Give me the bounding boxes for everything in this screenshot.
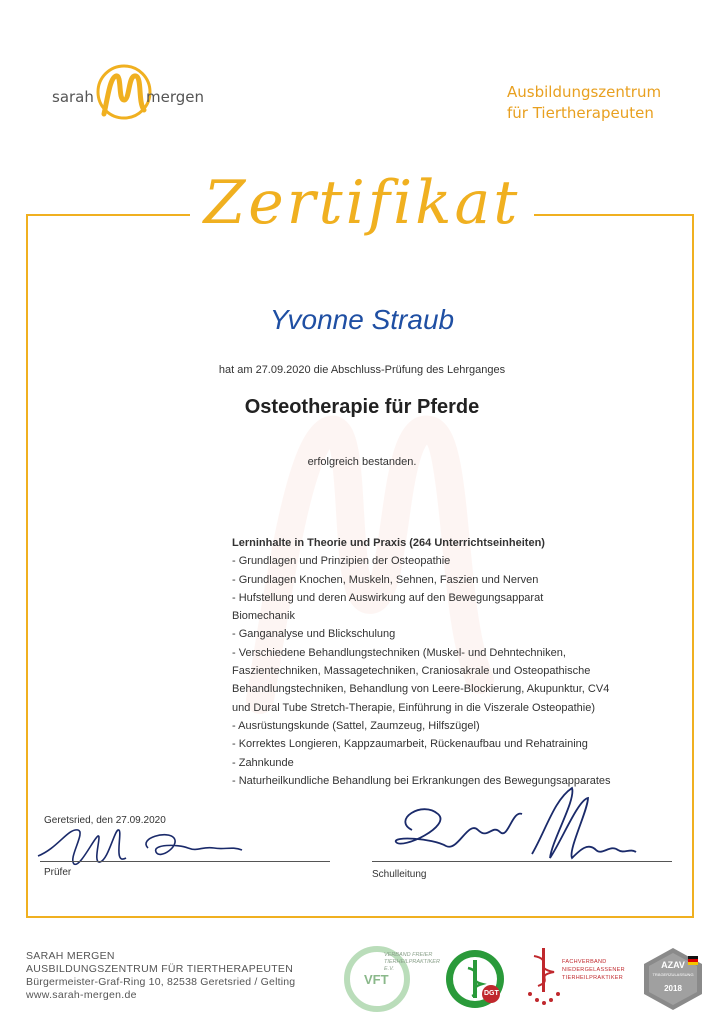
azav-label: AZAV: [661, 960, 685, 970]
principal-label: Schulleitung: [372, 869, 427, 880]
dgt-label: DGT: [484, 990, 499, 997]
recipient-name: Yvonne Straub: [269, 304, 455, 335]
passed-statement: erfolgreich bestanden.: [307, 456, 417, 468]
vft-badge: [344, 946, 440, 1012]
list-item: - Verschiedene Behandlungstechniken (Muskel- und Dehntechniken,: [232, 646, 566, 659]
list-item: - Zahnkunde: [232, 756, 294, 769]
list-item: Behandlungstechniken, Behandlung von Leere-Blockierung, Akupunktur, CV4: [232, 683, 610, 696]
list-item: - Hufstellung und deren Auswirkung auf den Bewegungsapparat: [232, 591, 544, 604]
list-item: - Grundlagen Knochen, Muskeln, Sehnen, Faszien und Nerven: [232, 573, 539, 586]
certificate-title-text: Zertifikat: [190, 168, 535, 238]
logo-right-word: mergen: [146, 88, 205, 106]
org-line-1: Ausbildungszentrum: [507, 83, 662, 101]
list-item: Faszientechniken, Massagetechniken, Craniosakrale und Osteopathische: [232, 665, 591, 678]
footer-address: [26, 950, 295, 1002]
footer-line-3: Bürgermeister-Graf-Ring 10, 82538 Geretsried / Gelting: [26, 976, 296, 988]
contents-heading: Lerninhalte in Theorie und Praxis (264 Unterrichtseinheiten): [232, 537, 545, 549]
azav-seal-icon: [640, 946, 706, 1012]
vft-letters: VFT: [364, 972, 389, 987]
azav-sub: TRÄGERZULASSUNG: [652, 972, 694, 977]
certificate-title: [0, 168, 724, 238]
principal-signature-line: [372, 861, 672, 862]
dgt-caduceus-icon: [444, 948, 506, 1010]
course-contents: [232, 534, 652, 790]
sarah-mergen-logo: [42, 52, 212, 132]
fnt-text: FACHVERBAND NIEDERGELASSENER TIERHEILPRAKTIKER: [562, 959, 625, 981]
fnt-caduceus-icon: [524, 944, 564, 1008]
examiner-signature-line: [40, 861, 330, 862]
list-item: - Korrektes Longieren, Kappzaumarbeit, Rückenaufbau und Rehatraining: [232, 738, 588, 751]
fnt-badge: [524, 944, 634, 1010]
list-item: - Ganganalyse und Blickschulung: [232, 628, 396, 641]
examiner-label: Prüfer: [44, 867, 72, 878]
list-item: Biomechanik: [232, 610, 295, 623]
list-item: und Dural Tube Stretch-Therapie, Einführung in die Viszerale Osteopathie): [232, 701, 596, 714]
exam-statement: hat am 27.09.2020 die Abschluss-Prüfung des Lehrganges: [218, 364, 506, 376]
footer-line-2: AUSBILDUNGSZENTRUM FÜR TIERTHERAPEUTEN: [26, 963, 294, 975]
org-line-2: für Tiertherapeuten: [507, 104, 654, 122]
course-name: Osteotherapie für Pferde: [244, 396, 480, 418]
vft-text: VERBAND FREIER TIERHEILPRAKTIKER E.V.: [384, 952, 440, 972]
principal-signature-icon: [382, 780, 642, 880]
logo-m-mark-icon: [94, 56, 154, 128]
list-item: - Grundlagen und Prinzipien der Osteopathie: [232, 555, 451, 568]
logo-left-word: sarah: [52, 88, 94, 106]
list-item: - Naturheilkundliche Behandlung bei Erkrankungen des Bewegungsapparates: [232, 774, 611, 787]
azav-year: 2018: [664, 984, 682, 993]
list-item: - Ausrüstungskunde (Sattel, Zaumzeug, Hilfszügel): [232, 719, 480, 732]
organisation-name: [507, 82, 672, 124]
footer-line-4: www.sarah-mergen.de: [26, 989, 137, 1001]
azav-badge: [640, 946, 706, 1012]
dgt-badge: [444, 948, 506, 1010]
place-date: Geretsried, den 27.09.2020: [44, 815, 166, 826]
footer-line-1: SARAH MERGEN: [26, 950, 115, 962]
